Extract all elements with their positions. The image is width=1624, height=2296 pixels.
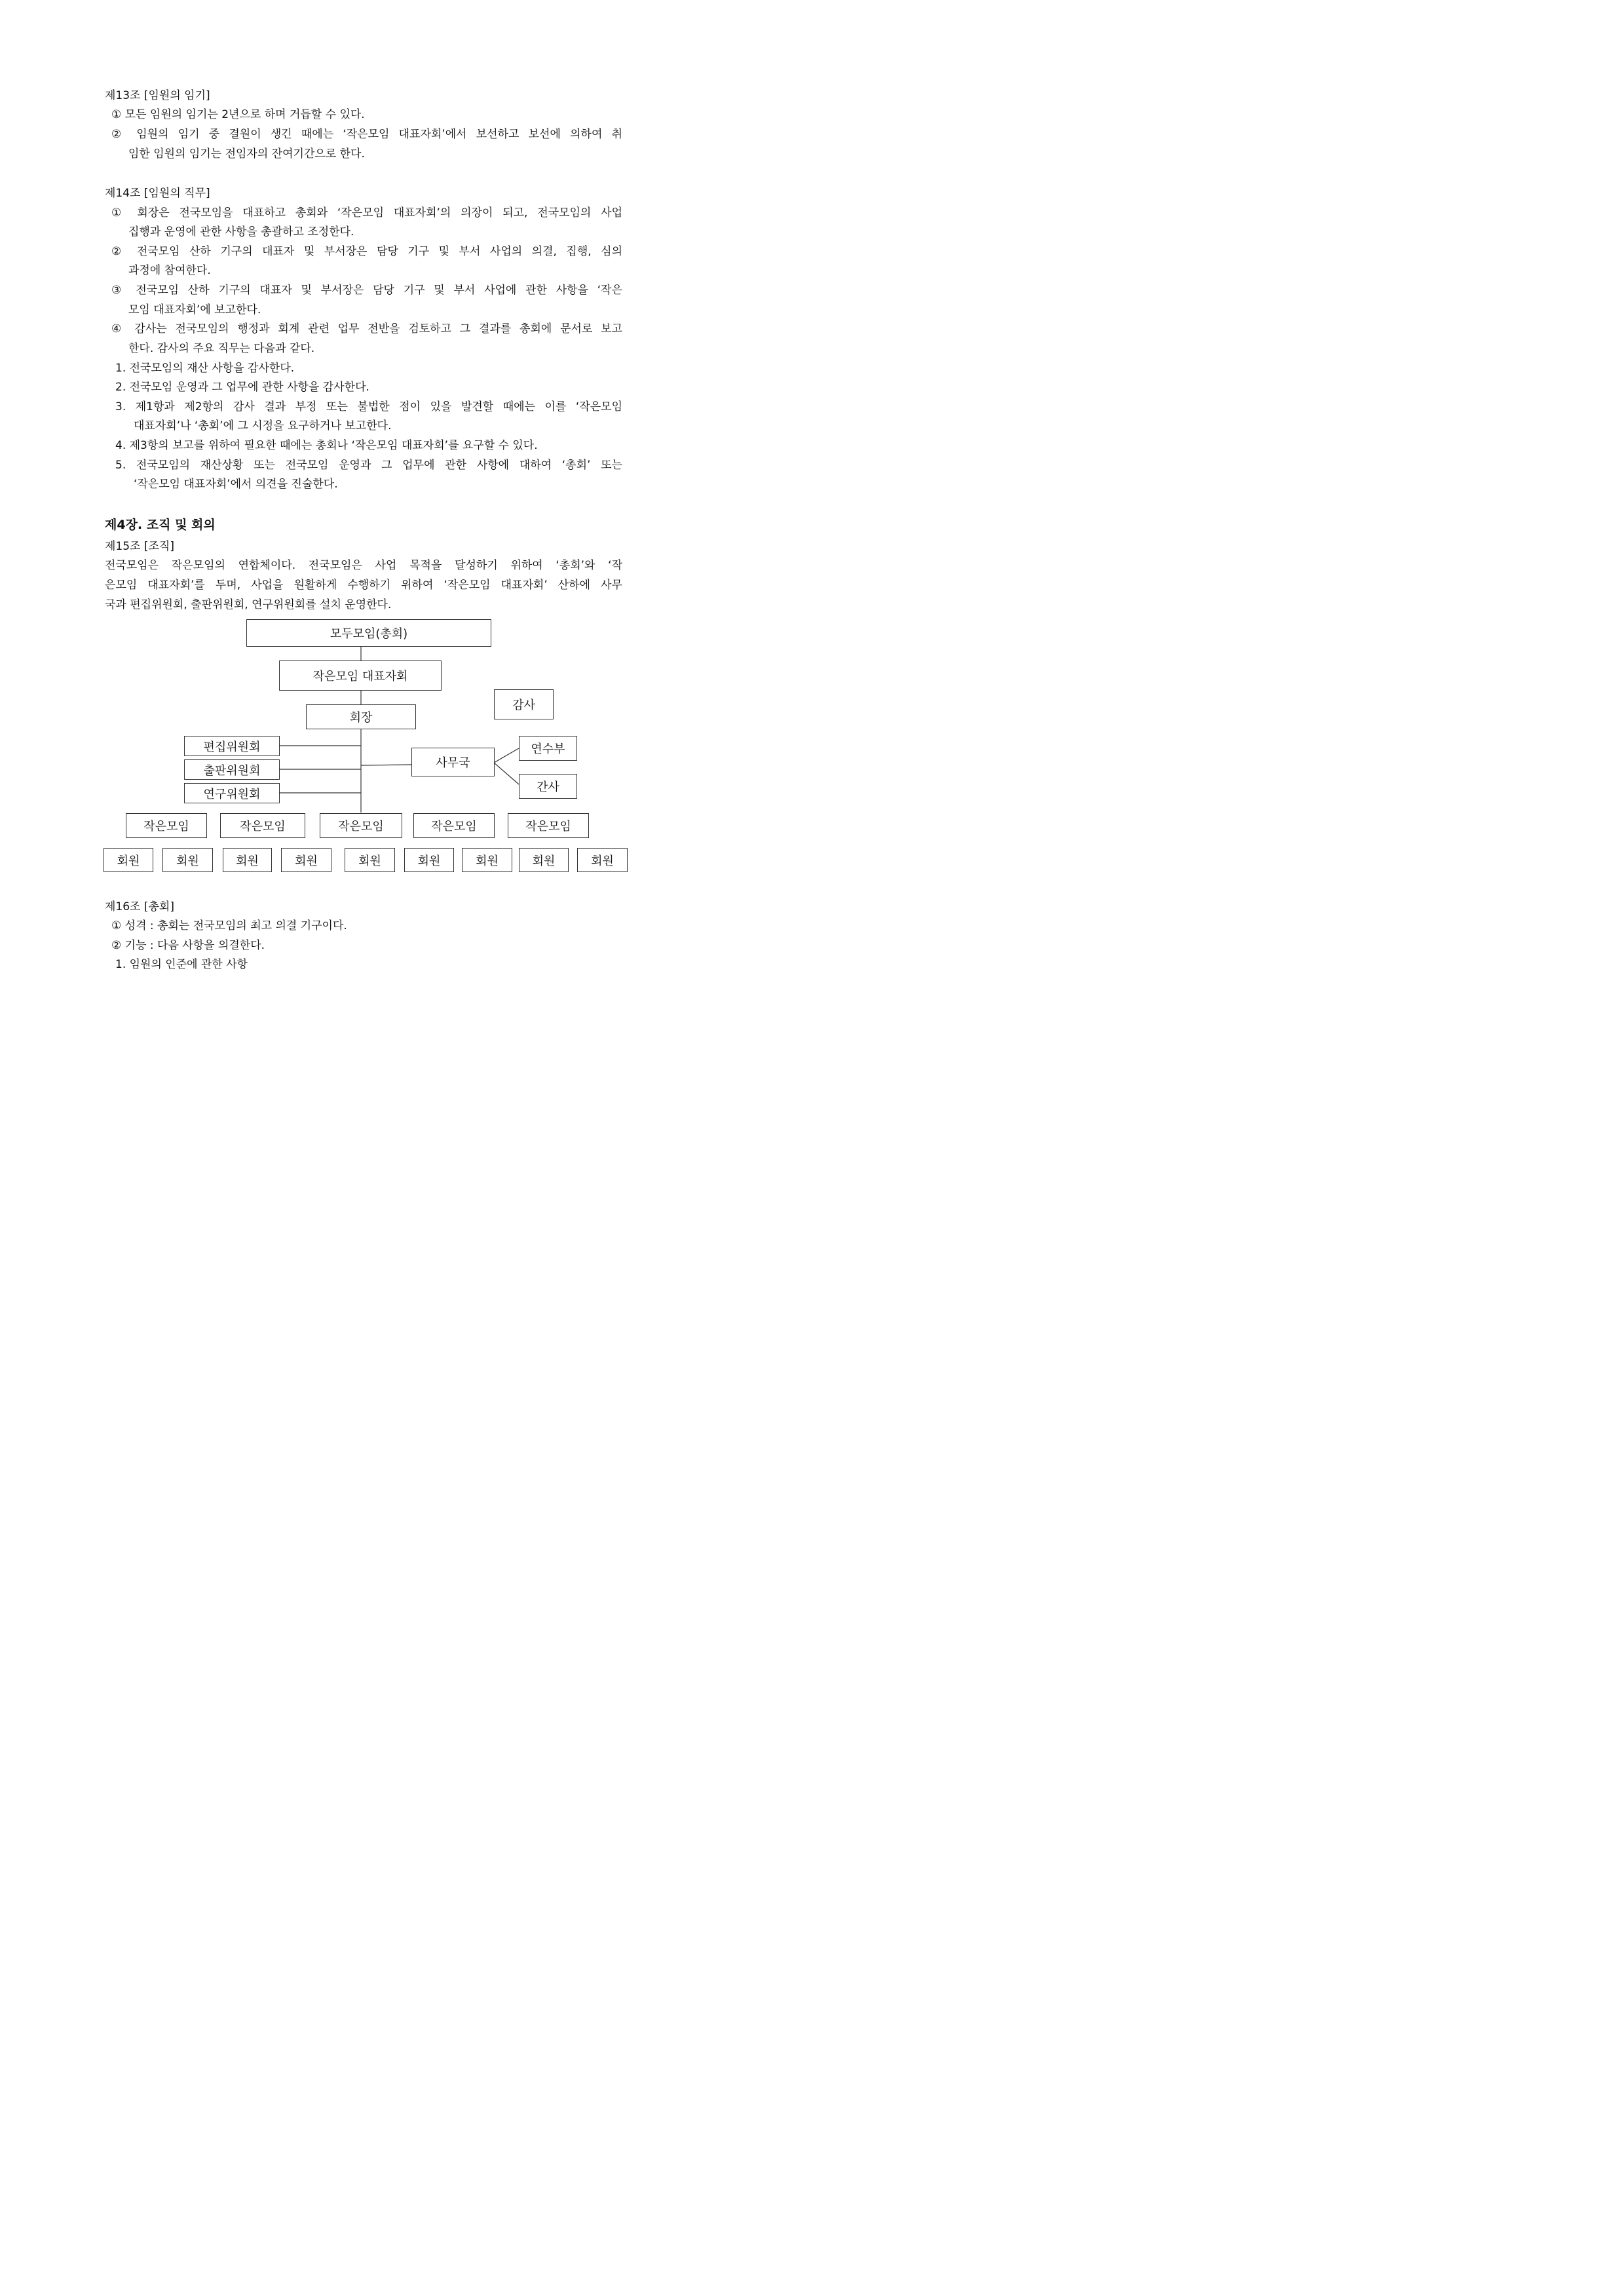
article-14-item-3-line-2: 대표자회’나 ‘총회’에 그 시정을 요구하거나 보고한다. bbox=[134, 419, 392, 432]
article-16-clause-2: ② 기능 : 다음 사항을 의결한다. bbox=[111, 939, 265, 952]
org-box-small-group: 작은모임 bbox=[320, 813, 402, 838]
org-box-member: 회원 bbox=[162, 848, 213, 872]
org-box-small-group: 작은모임 bbox=[220, 813, 305, 838]
article-14-clause-1-line-2: 집행과 운영에 관한 사항을 총괄하고 조정한다. bbox=[128, 225, 354, 239]
article-14-clause-2-line-1: ② 전국모임 산하 기구의 대표자 및 부서장은 담당 기구 및 부서 사업의 의결, 집행, 심의 bbox=[111, 245, 622, 258]
org-box-member: 회원 bbox=[345, 848, 395, 872]
org-box-member: 회원 bbox=[519, 848, 569, 872]
article-14-item-2: 2. 전국모임 운영과 그 업무에 관한 사항을 감사한다. bbox=[115, 381, 369, 394]
org-box-training-dept: 연수부 bbox=[519, 736, 577, 761]
org-box-secretary: 간사 bbox=[519, 774, 577, 799]
article-13-title: 제13조 [임원의 임기] bbox=[105, 89, 210, 102]
org-box-auditor: 감사 bbox=[494, 689, 554, 719]
article-14-clause-3-line-2: 모임 대표자회’에 보고한다. bbox=[128, 303, 261, 316]
article-16-item-1: 1. 임원의 인준에 관한 사항 bbox=[115, 958, 248, 971]
article-14-item-5-line-1: 5. 전국모임의 재산상황 또는 전국모임 운영과 그 업무에 관한 사항에 대하여 ‘총회’ 또는 bbox=[115, 459, 622, 472]
article-14-item-1: 1. 전국모임의 재산 사항을 감사한다. bbox=[115, 362, 295, 375]
org-box-publishing-committee: 출판위원회 bbox=[184, 759, 280, 780]
article-15-title: 제15조 [조직] bbox=[105, 540, 174, 553]
org-box-member: 회원 bbox=[404, 848, 454, 872]
article-14-clause-4-line-2: 한다. 감사의 주요 직무는 다음과 같다. bbox=[128, 342, 315, 355]
article-14-item-3-line-1: 3. 제1항과 제2항의 감사 결과 부정 또는 불법한 점이 있을 발견할 때에는 이를 ‘작은모임 bbox=[115, 400, 622, 413]
org-box-president: 회장 bbox=[306, 704, 416, 729]
article-14-clause-4-line-1: ④ 감사는 전국모임의 행정과 회계 관련 업무 전반을 검토하고 그 결과를 총회에 문서로 보고 bbox=[111, 322, 622, 335]
org-box-small-group: 작은모임 bbox=[508, 813, 589, 838]
article-16-clause-1: ① 성격 : 총회는 전국모임의 최고 의결 기구이다. bbox=[111, 919, 347, 932]
org-box-research-committee: 연구위원회 bbox=[184, 783, 280, 803]
org-box-small-group: 작은모임 bbox=[413, 813, 495, 838]
org-box-editorial-committee: 편집위원회 bbox=[184, 736, 280, 756]
article-16-title: 제16조 [총회] bbox=[105, 900, 174, 913]
article-13-clause-2-line-2: 임한 임원의 임기는 전임자의 잔여기간으로 한다. bbox=[128, 147, 365, 161]
article-14-clause-1-line-1: ① 회장은 전국모임을 대표하고 총회와 ‘작은모임 대표자회’의 의장이 되고, 전국모임의 사업 bbox=[111, 206, 622, 220]
org-box-member: 회원 bbox=[104, 848, 153, 872]
article-15-line-3: 국과 편집위원회, 출판위원회, 연구위원회를 설치 운영한다. bbox=[105, 598, 392, 611]
article-13-clause-1: ① 모든 임원의 임기는 2년으로 하며 거듭할 수 있다. bbox=[111, 108, 365, 121]
article-13-clause-2-line-1: ② 임원의 임기 중 결원이 생긴 때에는 ‘작은모임 대표자회’에서 보선하고 보선에 의하여 취 bbox=[111, 128, 622, 141]
article-14-clause-3-line-1: ③ 전국모임 산하 기구의 대표자 및 부서장은 담당 기구 및 부서 사업에 관한 사항을 ‘작은 bbox=[111, 284, 622, 297]
chapter-4-heading: 제4장. 조직 및 회의 bbox=[105, 518, 216, 532]
article-14-title: 제14조 [임원의 직무] bbox=[105, 187, 210, 200]
article-14-clause-2-line-2: 과정에 참여한다. bbox=[128, 264, 211, 277]
article-14-item-4: 4. 제3항의 보고를 위하여 필요한 때에는 총회나 ‘작은모임 대표자회’를 요구할 수 있다. bbox=[115, 439, 538, 452]
org-box-small-group: 작은모임 bbox=[126, 813, 207, 838]
org-box-member: 회원 bbox=[281, 848, 331, 872]
article-15-line-2: 은모임 대표자회’를 두며, 사업을 원활하게 수행하기 위하여 ‘작은모임 대표자회’ 산하에 사무 bbox=[105, 579, 622, 592]
article-14-item-5-line-2: ‘작은모임 대표자회’에서 의견을 진술한다. bbox=[134, 478, 338, 491]
org-box-secretariat: 사무국 bbox=[411, 748, 495, 776]
org-box-member: 회원 bbox=[577, 848, 628, 872]
org-box-representatives-council: 작은모임 대표자회 bbox=[279, 660, 442, 691]
org-box-general-assembly: 모두모임(총회) bbox=[246, 619, 491, 647]
org-box-member: 회원 bbox=[462, 848, 512, 872]
org-box-member: 회원 bbox=[223, 848, 272, 872]
article-15-line-1: 전국모임은 작은모임의 연합체이다. 전국모임은 사업 목적을 달성하기 위하여 ‘총회’와 ‘작 bbox=[105, 559, 622, 572]
